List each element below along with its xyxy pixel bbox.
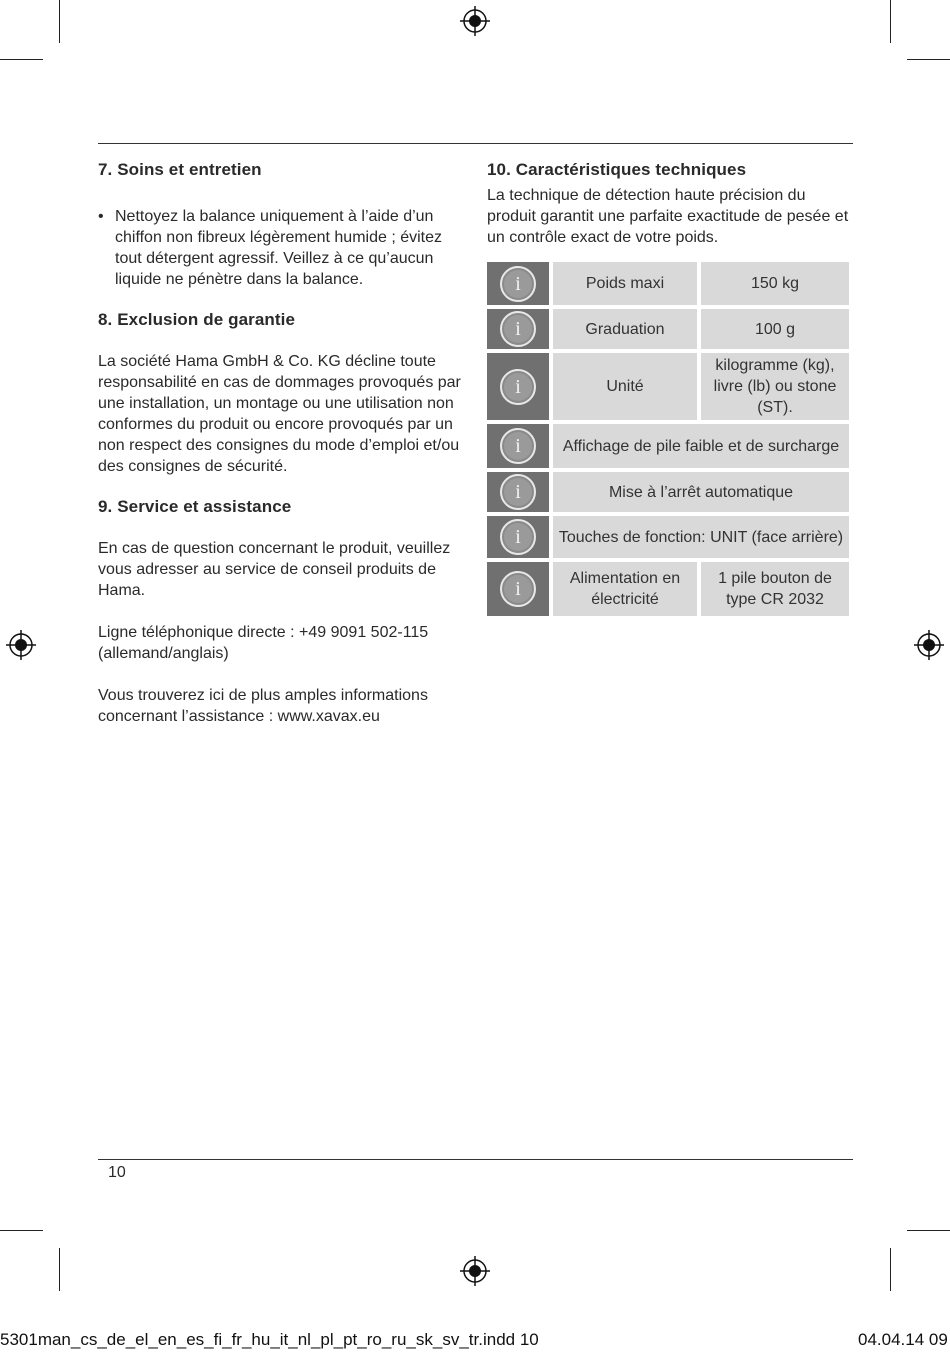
crop-mark bbox=[907, 1230, 950, 1231]
section-title-care: 7. Soins et entretien bbox=[98, 160, 262, 179]
icon-cell bbox=[487, 562, 549, 616]
table-row bbox=[487, 262, 849, 305]
icon-cell bbox=[487, 353, 549, 420]
spec-label: Poids maxi bbox=[553, 262, 697, 305]
service-text: En cas de question concernant le produit, veuillez vous adresser au service de conseil produits de Hama. bbox=[98, 540, 451, 599]
page-number: 10 bbox=[108, 1164, 126, 1181]
registration-mark-icon bbox=[6, 630, 36, 660]
care-text: Nettoyez la balance uniquement à l’aide d’un chiffon non fibreux légèrement humide ; évitez tout détergent agressif. Veillez à ce qu’aucun liquide ne pénètre dans la balance. bbox=[115, 208, 443, 288]
section-title-warranty: 8. Exclusion de garantie bbox=[98, 310, 296, 329]
specs-table bbox=[483, 258, 853, 620]
crop-mark bbox=[907, 59, 950, 60]
care-bullet bbox=[98, 206, 463, 290]
crop-mark bbox=[59, 1248, 60, 1291]
footer-filename: 5301man_cs_de_el_en_es_fi_fr_hu_it_nl_pl_pt_ro_ru_sk_sv_tr.indd 10 bbox=[0, 1330, 539, 1349]
info-icon: i bbox=[500, 369, 536, 405]
right-column bbox=[487, 160, 853, 620]
warranty-text: La société Hama GmbH & Co. KG décline toute responsabilité en cas de dommages provoqués par une installation, un montage ou une utilisation non conformes du produit ou encore provoqués par un non respect des consignes du mode d’emploi et/ou des consignes de sécurité. bbox=[98, 353, 461, 475]
info-icon: i bbox=[500, 311, 536, 347]
spec-value: 150 kg bbox=[701, 262, 849, 305]
footer-date: 04.04.14 09 bbox=[858, 1330, 948, 1349]
spec-label: Unité bbox=[553, 353, 697, 420]
info-icon: i bbox=[500, 519, 536, 555]
specs-intro: La technique de détection haute précision du produit garantit une parfaite exactitude de pesée et un contrôle exact de votre poids. bbox=[487, 187, 849, 246]
info-icon: i bbox=[500, 428, 536, 464]
header-rule bbox=[98, 143, 853, 144]
left-column bbox=[98, 160, 463, 727]
bullet-icon: • bbox=[98, 208, 104, 225]
registration-mark-icon bbox=[460, 1256, 490, 1286]
crop-mark bbox=[890, 1248, 891, 1291]
spec-label: Touches de fonction: UNIT (face arrière) bbox=[553, 516, 849, 558]
spec-label: Affichage de pile faible et de surcharge bbox=[553, 424, 849, 468]
table-row bbox=[487, 309, 849, 349]
crop-mark bbox=[0, 59, 43, 60]
registration-mark-icon bbox=[460, 6, 490, 36]
footer-rule bbox=[98, 1159, 853, 1160]
crop-mark bbox=[890, 0, 891, 43]
spec-label: Alimentation en électricité bbox=[553, 562, 697, 616]
crop-mark bbox=[59, 0, 60, 43]
icon-cell bbox=[487, 309, 549, 349]
table-row bbox=[487, 562, 849, 616]
crop-mark bbox=[0, 1230, 43, 1231]
table-row bbox=[487, 353, 849, 420]
table-row bbox=[487, 424, 849, 468]
icon-cell bbox=[487, 262, 549, 305]
section-title-service: 9. Service et assistance bbox=[98, 497, 292, 516]
spec-label: Mise à l’arrêt automatique bbox=[553, 472, 849, 512]
spec-value: kilogramme (kg), livre (lb) ou stone (ST). bbox=[701, 353, 849, 420]
service-phone: Ligne téléphonique directe : +49 9091 502-115 (allemand/anglais) bbox=[98, 624, 429, 662]
table-row bbox=[487, 516, 849, 558]
icon-cell bbox=[487, 472, 549, 512]
spec-value: 100 g bbox=[701, 309, 849, 349]
icon-cell bbox=[487, 424, 549, 468]
registration-mark-icon bbox=[914, 630, 944, 660]
spec-label: Graduation bbox=[553, 309, 697, 349]
table-row bbox=[487, 472, 849, 512]
info-icon: i bbox=[500, 571, 536, 607]
info-icon: i bbox=[500, 266, 536, 302]
info-icon: i bbox=[500, 474, 536, 510]
service-info: Vous trouverez ici de plus amples informations concernant l’assistance : www.xavax.eu bbox=[98, 687, 428, 725]
icon-cell bbox=[487, 516, 549, 558]
spec-value: 1 pile bouton de type CR 2032 bbox=[701, 562, 849, 616]
section-title-specs: 10. Caractéristiques techniques bbox=[487, 160, 747, 179]
